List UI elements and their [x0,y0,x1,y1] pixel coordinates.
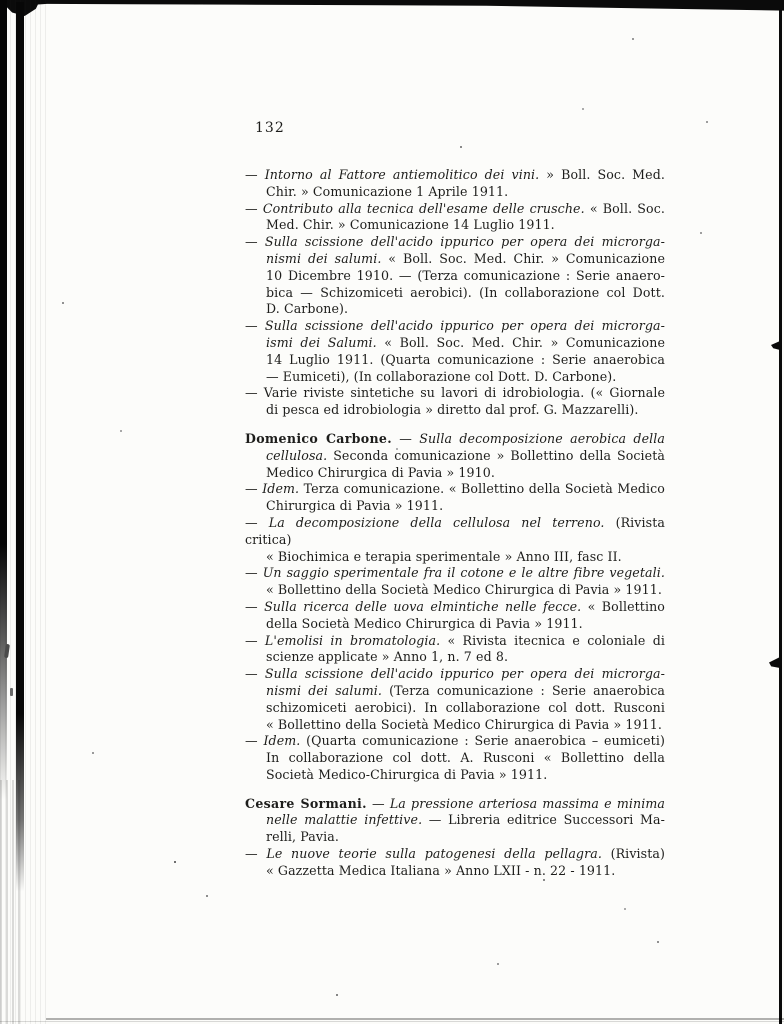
text-segment: (Rivista critica) [245,514,665,547]
text-line [245,201,665,218]
page-text-block [245,120,665,892]
text-segment: Medico Chirurgica di Pavia » 1910. [266,464,495,480]
text-segment: — [245,481,263,497]
text-segment: Contributo alla tecnica dell'esame delle crusche. [262,200,585,216]
text-line [245,481,665,498]
bibliography-entry [245,318,665,385]
text-line [245,549,665,566]
text-segment: — [245,846,267,862]
bibliography-entry [245,846,665,880]
text-line [245,251,665,268]
bibliography-section-domenico-carbone [245,431,665,784]
text-segment: Med. Chir. » Comunicazione 14 Luglio 1911. [266,217,555,233]
text-segment: scienze applicate » Anno 1, n. 7 ed 8. [266,649,509,665]
text-segment: « Bollettino della Società Medico Chirurgica di Pavia » 1911. [266,716,662,732]
text-segment: « Biochimica e terapia sperimentale » Anno III, fasc II. [266,548,622,564]
text-segment: — [245,234,265,250]
text-segment: cellulosa. [266,447,328,463]
bibliography-entry [245,796,665,846]
text-line [245,582,665,599]
text-segment: Seconda comunicazione » Bollettino della Società [327,447,665,463]
text-line [245,750,665,767]
text-line [245,829,665,846]
scan-smudge [10,688,13,696]
text-segment: Chirurgica di Pavia » 1911. [266,498,444,514]
text-line [245,700,665,717]
scan-edge-left-inner [16,2,24,892]
text-segment: Idem. [263,733,301,749]
bibliography-entry [245,633,665,667]
text-segment: « Rivista itecnica e coloniale di [440,632,665,648]
scan-right-tick [769,657,780,668]
text-segment: » Boll. Soc. Med. [539,167,665,182]
scan-edge-bottom [46,1018,784,1020]
text-segment: Chir. » Comunicazione 1 Aprile 1911. [266,183,509,199]
text-line [245,448,665,465]
text-segment: — Eumiceti), (In collaborazione col Dott. D. Carbone). [266,368,617,384]
text-line [245,863,665,880]
bibliography-entry [245,515,665,565]
text-segment: — Libreria editrice Successori Ma- [422,812,665,828]
text-segment: di pesca ed idrobiologia » diretto dal prof. G. Mazzarelli). [266,402,639,418]
text-line [245,402,665,419]
text-segment: D. Carbone). [266,301,349,317]
text-segment: Società Medico-Chirurgica di Pavia » 1911. [266,766,548,782]
text-segment: La decomposizione della cellulosa nel terreno. [268,514,605,530]
text-segment: della Società Medico Chirurgica di Pavia » 1911. [266,615,583,631]
bibliography-entry [245,481,665,515]
text-line [245,649,665,666]
text-segment: Idem. [262,481,300,497]
bibliography-section-continued-entries [245,167,665,419]
text-segment: nismi dei salumi. [266,250,382,266]
text-line [245,846,665,863]
text-segment: Sulla scissione dell'acido ippurico per opera dei microrga- [264,666,665,682]
text-line [245,683,665,700]
text-segment: 14 Luglio 1911. (Quarta comunicazione : Serie anaerobica [266,351,665,367]
bibliography-entry [245,431,665,481]
bibliography-entry [245,201,665,235]
text-line [245,515,665,549]
text-line [245,767,665,784]
text-segment: « Bollettino [581,598,665,614]
text-segment: « Boll. Soc. [584,200,665,216]
text-segment: Cesare Sormani. [245,795,367,811]
text-line [245,385,665,402]
text-line [245,498,665,515]
scan-right-tick [771,341,780,350]
text-line [245,465,665,482]
text-line [245,167,665,184]
text-line [245,616,665,633]
text-segment: « Gazzetta Medica Italiana » Anno LXII - n. 22 - 1911. [266,862,616,878]
text-segment: — [245,598,265,614]
text-line [245,234,665,251]
text-segment: Sulla scissione dell'acido ippurico per opera dei microrga- [264,234,665,250]
text-line [245,717,665,734]
text-segment: — [245,514,269,530]
text-segment: (Rivista) [601,846,666,862]
text-segment: — [245,565,263,581]
text-segment: — Varie riviste sintetiche su lavori di idrobiologia. (« Giornale [245,385,665,401]
text-segment: (Quarta comunicazione : Serie anaerobica – eumiceti) [300,733,665,749]
text-segment: Sulla decomposizione aerobica della [419,430,665,446]
text-segment: bica — Schizomiceti aerobici). (In collaborazione col Dott. [266,284,665,300]
scan-noise-specks [0,0,2,2]
text-line [245,268,665,285]
bibliography-entry [245,733,665,783]
text-line [245,217,665,234]
text-segment: Terza comunicazione. « Bollettino della Società Medico [299,481,665,497]
text-segment: (Terza comunicazione : Serie anaerobica [381,682,665,698]
text-segment: relli, Pavia. [266,829,339,845]
text-line [245,285,665,302]
text-line [245,335,665,352]
scan-edge-top [0,0,784,13]
scan-edge-right [779,9,782,1024]
text-line [245,812,665,829]
text-segment: — [245,632,265,648]
bibliography-entry [245,599,665,633]
bibliography-entry [245,385,665,419]
text-line [245,599,665,616]
text-segment: La pressione arteriosa massima e minima [389,795,665,811]
text-segment: — [245,733,264,749]
text-line [245,184,665,201]
text-segment: Un saggio sperimentale fra il cotone e le altre fibre vegetali. [262,565,665,581]
text-segment: ismi dei Salumi. [266,334,377,350]
text-line [245,796,665,813]
page-number: 132 [255,120,285,136]
text-segment: schizomiceti aerobici). In collaborazione col dott. Rusconi [266,699,665,715]
bibliography [245,167,665,880]
text-segment: nelle malattie infettive. [266,812,423,828]
bibliography-entry [245,167,665,201]
text-segment: « Boll. Soc. Med. Chir. » Comunicazione [381,250,665,266]
text-line [245,565,665,582]
text-segment: L'emolisi in bromatologia. [264,632,441,648]
text-segment: — [245,200,263,216]
text-segment: In collaborazione col dott. A. Rusconi « Bollettino della [266,750,665,766]
text-line [245,301,665,318]
text-segment: nismi dei salumi. [266,682,382,698]
text-segment: « Bollettino della Società Medico Chirurgica di Pavia » 1911. [266,582,662,598]
text-segment: — [366,795,390,811]
scan-edge-left-outer [0,0,7,800]
text-segment: — [245,318,265,334]
scan-edge-bottom-faint [0,1021,784,1022]
text-segment: Sulla scissione dell'acido ippurico per opera dei microrga- [264,318,665,334]
text-segment: 10 Dicembre 1910. — (Terza comunicazione : Serie anaero- [266,267,665,283]
text-segment: « Boll. Soc. Med. Chir. » Comunicazione [376,334,665,350]
text-line [245,369,665,386]
bibliography-entry [245,234,665,318]
text-line [245,633,665,650]
bibliography-section-cesare-sormani [245,796,665,880]
text-segment: Intorno al Fattore antiemolitico dei vini. [264,167,540,182]
text-line [245,352,665,369]
text-segment: Sulla ricerca delle uova elmintiche nelle fecce. [264,598,582,614]
text-segment: Domenico Carbone. [245,430,392,446]
text-line [245,733,665,750]
text-segment: Le nuove teorie sulla patogenesi della pellagra. [266,846,602,862]
bibliography-entry [245,666,665,733]
text-segment: — [391,430,420,446]
text-segment: — [245,666,265,682]
text-segment: — [245,167,265,182]
text-line [245,666,665,683]
text-line [245,318,665,335]
text-line [245,431,665,448]
bibliography-entry [245,565,665,599]
